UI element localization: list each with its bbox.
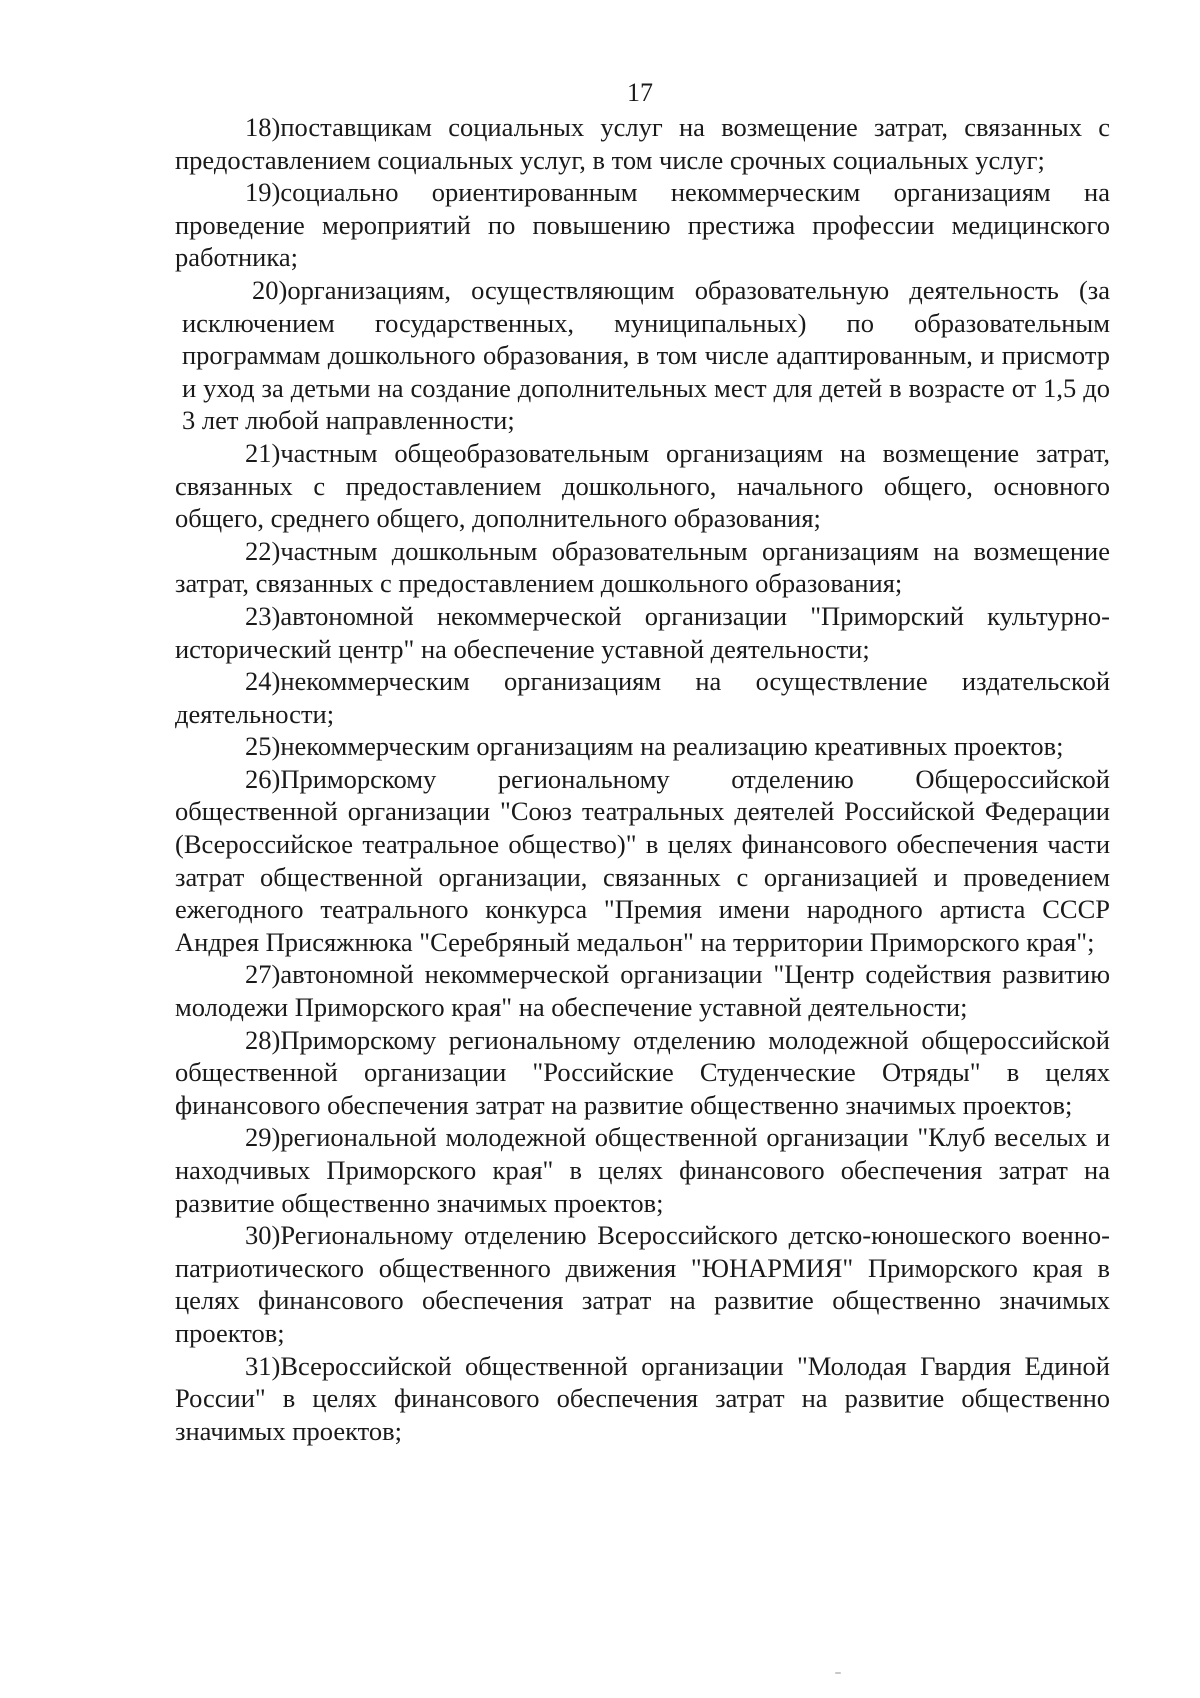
document-body [175,111,1110,1447]
item-number: 23) [245,600,281,631]
item-text: автономной некоммерческой организации "Центр содействия развитию молодежи Приморского края" на обеспечение уставной деятельности; [175,959,1110,1023]
list-item-26 [175,763,1110,959]
item-text: Всероссийской общественной организации "Молодая Гвардия Единой России" в целях финансового обеспечения затрат на развитие общественно значимых проектов; [175,1350,1110,1446]
item-number: 29) [245,1122,281,1153]
item-text: региональной молодежной общественной организации "Клуб веселых и находчивых Приморского края" в целях финансового обеспечения затрат на развитие общественно значимых проектов; [175,1122,1110,1218]
list-item-19 [175,176,1110,274]
list-item-22 [175,535,1110,600]
list-item-24 [175,665,1110,730]
list-item-29 [175,1121,1110,1219]
item-number: 31) [245,1350,281,1381]
item-text: частным дошкольным образовательным организациям на возмещение затрат, связанных с предоставлением дошкольного образования; [175,535,1110,599]
item-text: социально ориентированным некоммерческим организациям на проведение мероприятий по повышению престижа профессии медицинского работника; [175,177,1110,273]
item-text: Приморскому региональному отделению молодежной общероссийской общественной организации "Российские Студенческие Отряды" в целях финансового обеспечения затрат на развитие общественно значимых проектов; [175,1024,1110,1120]
item-number: 26) [245,763,281,794]
list-item-25 [175,730,1110,763]
list-item-18 [175,111,1110,176]
item-text: некоммерческим организациям на реализацию креативных проектов; [280,731,1064,762]
item-text: некоммерческим организациям на осуществление издательской деятельности; [175,666,1110,729]
list-item-31 [175,1350,1110,1448]
item-text: автономной некоммерческой организации "Приморский культурно-исторический центр" на обеспечение уставной деятельности; [175,600,1110,664]
item-number: 24) [245,666,281,697]
list-item-23 [175,600,1110,665]
item-number: 28) [245,1024,281,1055]
scan-speck [835,1672,841,1674]
list-item-21 [175,437,1110,535]
item-number: 25) [245,731,281,762]
page-number: 17 [627,78,653,107]
list-item-30 [175,1219,1110,1349]
item-text: организациям, осуществляющим образовательную деятельность (за исключением государственных, муниципальных) по образовательным программам дошкольного образования, в том числе адаптированным, и присмотр и уход за детьми на создание дополнительных мест для детей в возрасте от 1,5 до 3 лет любой направленности; [182,274,1110,436]
item-text: Региональному отделению Всероссийского детско-юношеского военно-патриотического общественного движения "ЮНАРМИЯ" Приморского края в целях финансового обеспечения затрат на развитие общественно значимых проектов; [175,1220,1110,1348]
item-number: 19) [245,177,281,208]
list-item-20 [175,274,1110,437]
item-number: 22) [245,535,281,566]
item-number: 18) [245,112,281,142]
list-item-28 [175,1024,1110,1122]
item-text: Приморскому региональному отделению Общероссийской общественной организации "Союз театральных деятелей Российской Федерации (Всероссийское театральное общество)" в целях финансового обеспечения части затрат общественной организации, связанных с организацией и проведением ежегодного театрального конкурса "Премия имени народного артиста СССР Андрея Присяжнюка "Серебряный медальон" на территории Приморского края"; [175,763,1110,957]
list-item-27 [175,958,1110,1023]
item-text: поставщикам социальных услуг на возмещение затрат, связанных с предоставлением социальных услуг, в том числе срочных социальных услуг; [175,112,1110,175]
item-text: частным общеобразовательным организациям на возмещение затрат, связанных с предоставлением дошкольного, начального общего, основного общего, среднего общего, дополнительного образования; [175,437,1110,534]
item-number: 30) [245,1220,281,1251]
item-number: 20) [252,274,288,305]
item-number: 21) [245,437,281,468]
item-number: 27) [245,959,281,990]
